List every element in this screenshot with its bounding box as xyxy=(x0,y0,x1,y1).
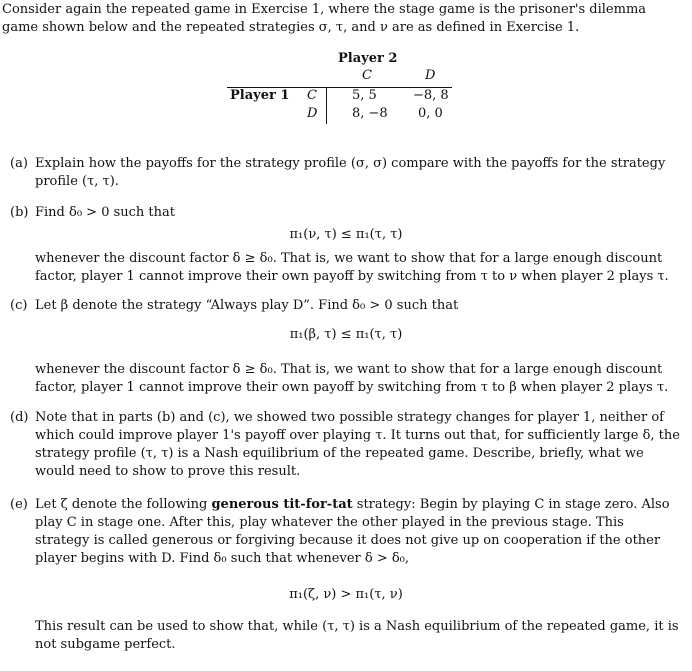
part-b xyxy=(10,204,682,222)
part-b-label: (b) xyxy=(10,205,29,220)
part-d xyxy=(10,409,682,481)
row-header-d: D xyxy=(307,106,318,121)
part-c-after xyxy=(10,361,682,397)
part-c-equation: π₁(β, τ) ≤ π₁(τ, τ) xyxy=(289,327,403,342)
part-e-text-before: Let ζ denote the following xyxy=(35,497,208,512)
part-a-text: Explain how the payoffs for the strategy profile (σ, σ) compare with the payoffs for the strategy profile (τ, τ). xyxy=(35,156,666,189)
part-e-text xyxy=(35,496,682,568)
part-c-text: Let β denote the strategy “Always play D”. Find δ₀ > 0 such that xyxy=(35,298,459,313)
part-e-equation: π₁(ζ, ν) > π₁(τ, ν) xyxy=(289,587,403,602)
matrix-left-rule xyxy=(326,88,327,124)
col-header-c: C xyxy=(362,68,372,83)
part-e-after-text: This result can be used to show that, while (τ, τ) is a Nash equilibrium of the repeated game, it is not subgame perfect. xyxy=(35,619,679,652)
payoff-cc: 5, 5 xyxy=(352,88,377,103)
part-c xyxy=(10,297,682,315)
player2-label: Player 2 xyxy=(338,51,398,66)
part-e-label: (e) xyxy=(10,497,28,512)
part-e-text-after: strategy: Begin by playing C in stage zero. Also play C in stage one. After this, play whatever the other played in the previous stage. This strategy is called generous or forgiving because it does not give up on cooperation if the other player begins with D. Find δ₀ such that whenever δ > δ₀, xyxy=(35,497,670,566)
part-b-after-text: whenever the discount factor δ ≥ δ₀. That is, we want to show that for a large enough discount factor, player 1 cannot improve their own payoff by switching from τ to ν when player 2 plays τ. xyxy=(35,251,669,284)
part-b-equation: π₁(ν, τ) ≤ π₁(τ, τ) xyxy=(289,227,403,242)
part-e xyxy=(10,496,682,568)
part-b-after xyxy=(10,250,682,286)
intro-paragraph: Consider again the repeated game in Exercise 1, where the stage game is the prisoner's dilemma game shown below and the repeated strategies σ, τ, and ν are as defined in Exercise 1. xyxy=(2,2,647,35)
part-e-after xyxy=(10,618,682,654)
part-a-label: (a) xyxy=(10,156,28,171)
payoff-cd: −8, 8 xyxy=(413,88,449,103)
row-header-c: C xyxy=(307,88,317,103)
payoff-matrix xyxy=(0,50,692,125)
part-d-text: Note that in parts (b) and (c), we showed two possible strategy changes for player 1, neither of which could improve player 1's payoff over playing τ. It turns out that, for sufficiently large δ, the strategy profile (τ, τ) is a Nash equilibrium of the repeated game. Describe, briefly, what we would need to show to prove this result. xyxy=(35,410,680,479)
player1-label: Player 1 xyxy=(230,88,290,103)
part-b-text: Find δ₀ > 0 such that xyxy=(35,205,176,220)
payoff-dc: 8, −8 xyxy=(352,106,388,121)
matrix-top-rule xyxy=(227,87,452,88)
generous-tit-for-tat-term: generous tit-for-tat xyxy=(211,497,353,512)
part-c-label: (c) xyxy=(10,298,28,313)
payoff-dd: 0, 0 xyxy=(418,106,443,121)
col-header-d: D xyxy=(425,68,436,83)
part-c-after-text: whenever the discount factor δ ≥ δ₀. That is, we want to show that for a large enough discount factor, player 1 cannot improve their own payoff by switching from τ to β when player 2 plays τ. xyxy=(35,362,669,395)
part-d-label: (d) xyxy=(10,410,29,425)
part-a xyxy=(10,155,682,191)
